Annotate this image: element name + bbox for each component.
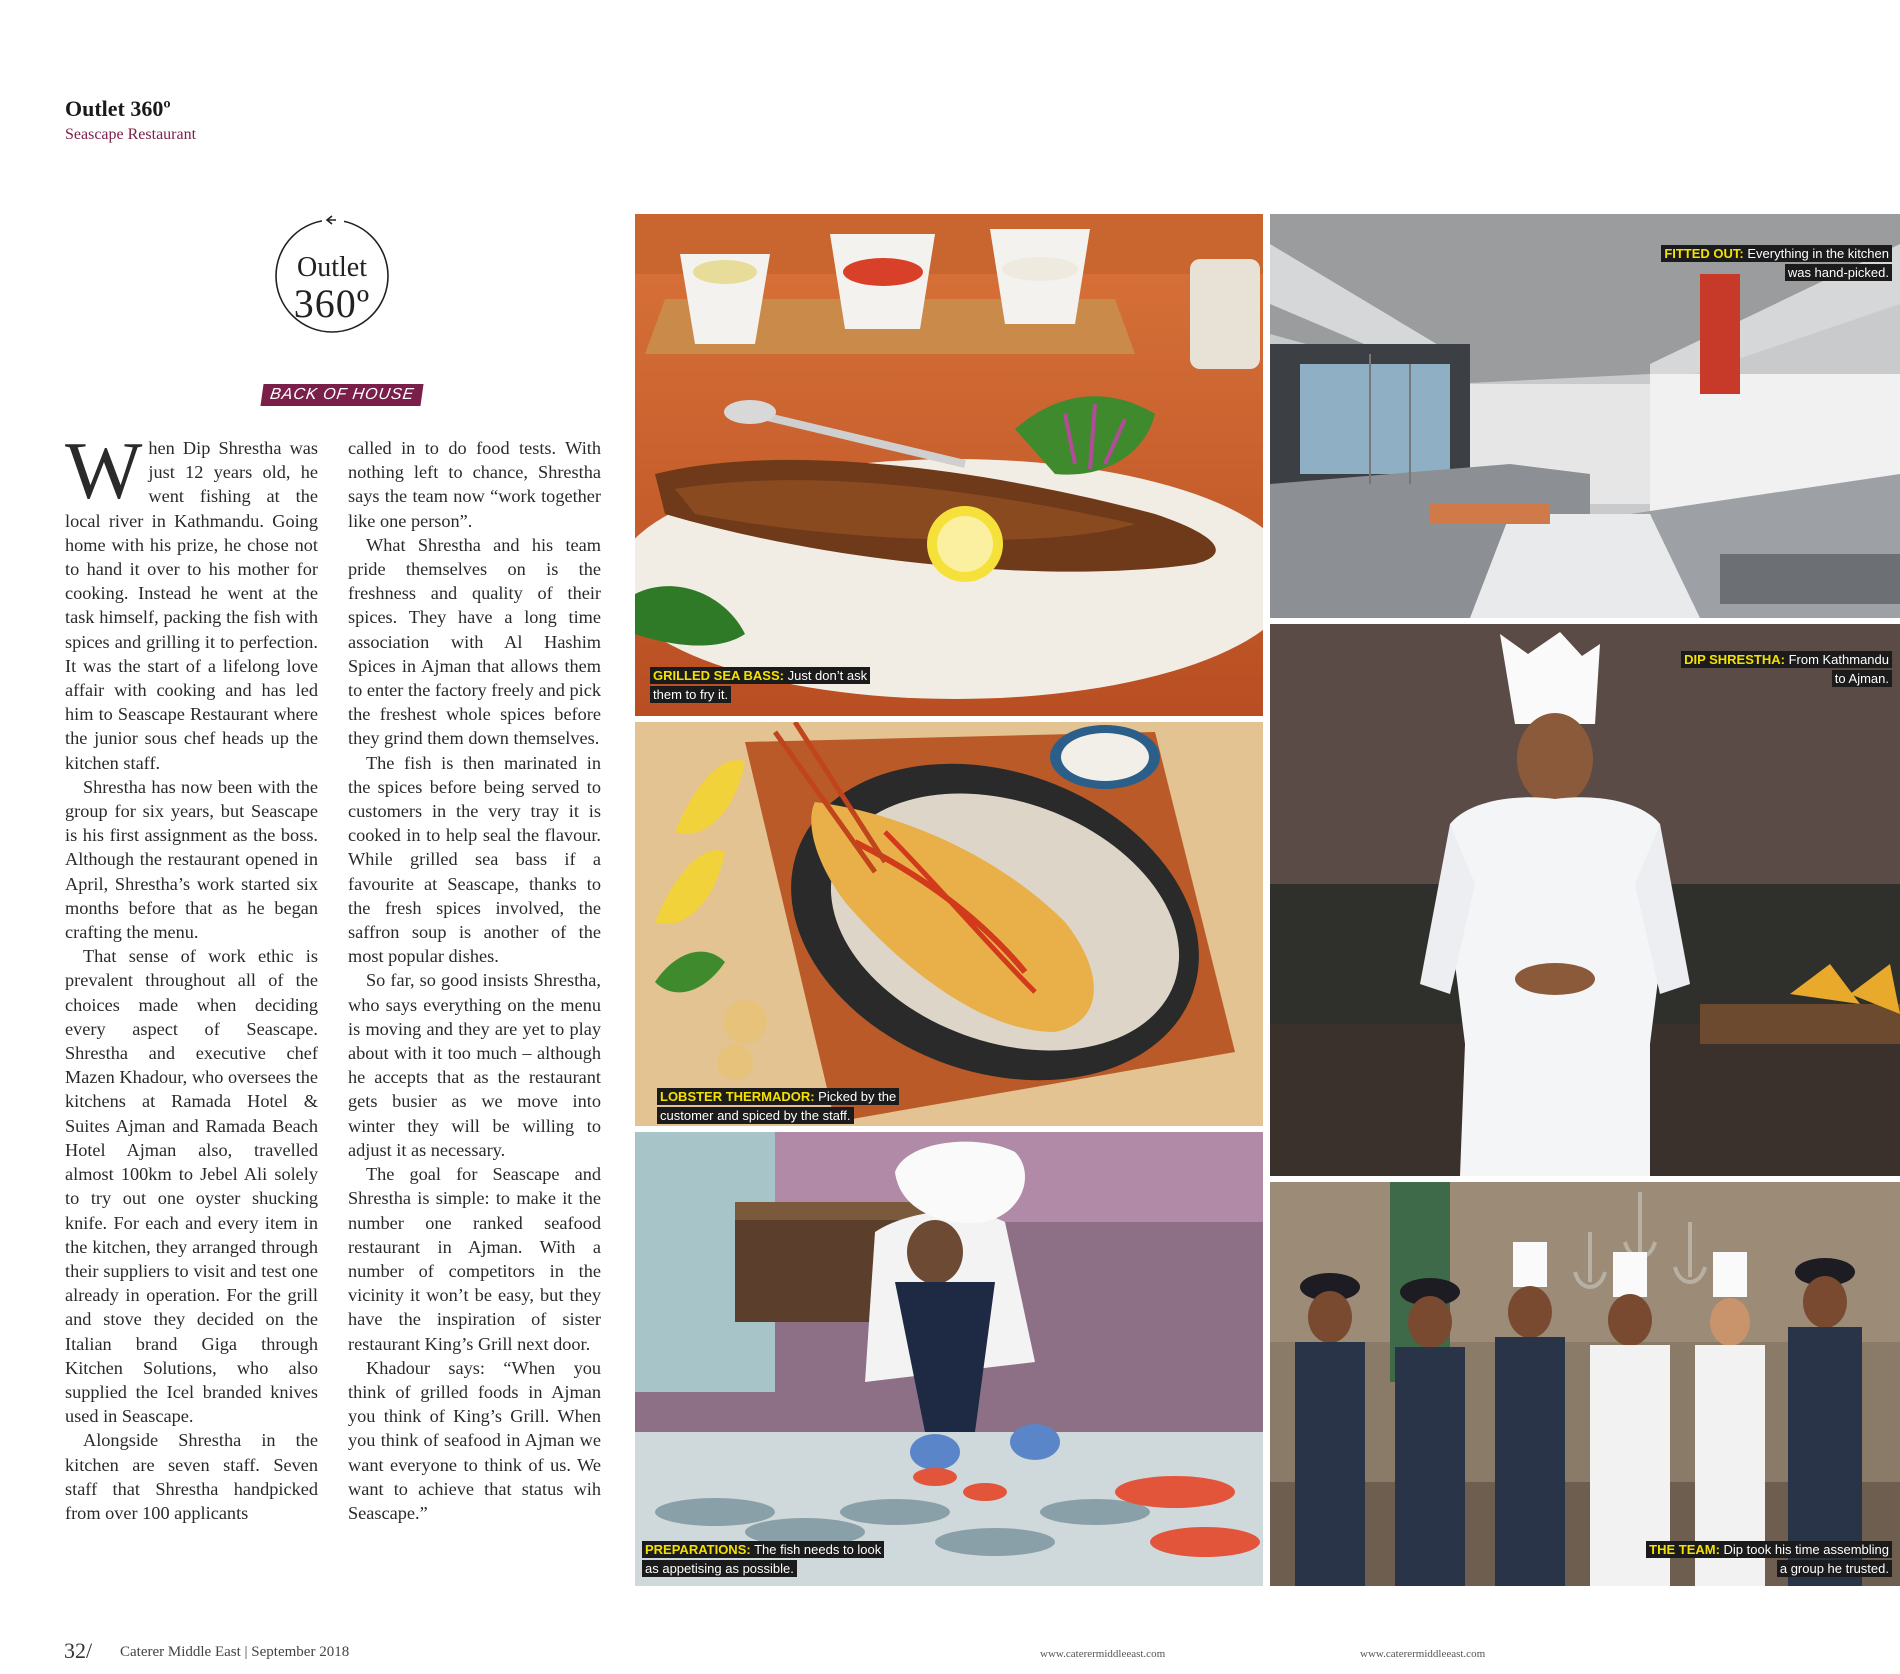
magazine-issue: Caterer Middle East | September 2018 xyxy=(120,1644,350,1660)
article-paragraph: What Shrestha and his team pride themselves on is the freshness and quality of their spices. They have a long time association with Al Hashim Spices in Ajman that allows them to enter the factory freely and pick the freshest whole spices before they grind them down themselves. xyxy=(348,534,601,749)
footer-url-right[interactable]: www.caterermiddleeast.com xyxy=(1360,1648,1486,1660)
photo-preparations xyxy=(635,1132,1263,1586)
footer-url-left[interactable]: www.caterermiddleeast.com xyxy=(1040,1648,1166,1660)
article-paragraph: Shrestha has now been with the group for six years, but Seascape is his first assignment as the boss. Although the restaurant opened in April, Shrestha’s work started six months before that as he began crafting the menu. xyxy=(65,776,318,943)
section-title: Outlet 360º xyxy=(65,96,171,121)
caption-dip-shrestha: DIP SHRESTHA: From Kathmandu to Ajman. xyxy=(1681,650,1892,688)
caption-the-team: THE TEAM: Dip took his time assembling a group he trusted. xyxy=(1646,1540,1892,1578)
photo-grilled-sea-bass xyxy=(635,214,1263,716)
logo-number: 360º xyxy=(293,281,371,326)
article-paragraph: called in to do food tests. With nothing left to chance, Shrestha says the team now “work together like one person”. xyxy=(348,438,601,531)
outlet-360-logo xyxy=(270,214,394,338)
caption-fitted-out: FITTED OUT: Everything in the kitchen was hand-picked. xyxy=(1661,244,1892,282)
photo-lobster-thermador xyxy=(635,722,1263,1126)
article-paragraph: The goal for Seascape and Shrestha is simple: to make it the number one ranked seafood restaurant in Ajman. With a number of competitors in the vicinity it won’t be easy, but they have the inspiration of sister restaurant King’s Grill next door. xyxy=(348,1164,601,1354)
article-paragraph: That sense of work ethic is prevalent throughout all of the choices made when deciding every aspect of Seascape. Shrestha and executive chef Mazen Khadour, who oversees the kitchens at Ramada Hotel & Suites Ajman and Ramada Beach Hotel Ajman also, travelled almost 100km to Jebel Ali solely to try out one oyster shucking knife. For each and every item in the kitchen, they arranged through their suppliers to visit and test one already in operation. For the grill and stove they decided on the Italian brand Giga through Kitchen Solutions, who also supplied the Icel branded knives used in Seascape. xyxy=(65,946,318,1427)
article-column-1 xyxy=(65,425,318,1596)
article-column-2 xyxy=(348,436,601,1596)
page-number: 32/ xyxy=(64,1638,93,1663)
caption-grilled-sea-bass: GRILLED SEA BASS: Just don’t ask them to fry it. xyxy=(650,666,870,704)
article-paragraph: Khadour says: “When you think of grilled foods in Ajman you think of King’s Grill. When you think of seafood in Ajman we want everyone to think of us. We want to achieve that status wih Seascape.” xyxy=(348,1357,601,1523)
photo-dip-shrestha xyxy=(1270,624,1900,1176)
section-subtitle: Seascape Restaurant xyxy=(65,126,197,143)
drop-cap: W xyxy=(65,425,143,516)
photo-kitchen xyxy=(1270,214,1900,618)
article-paragraph: Alongside Shrestha in the kitchen are seven staff. Seven staff that Shrestha handpicked from over 100 applicants xyxy=(65,1430,318,1523)
caption-preparations: PREPARATIONS: The fish needs to look as appetising as possible. xyxy=(642,1540,884,1578)
back-of-house-tag: BACK OF HOUSE xyxy=(260,384,423,406)
caption-lobster-thermador: LOBSTER THERMADOR: Picked by the customer and spiced by the staff. xyxy=(657,1087,899,1125)
photo-the-team xyxy=(1270,1182,1900,1586)
article-paragraph: When Dip Shrestha was just 12 years old, he went fishing at the local river in Kathmandu. Going home with his prize, he chose not to hand it over to his mother for cooking. Instead he went at the task himself, packing the fish with spices and grilling it to perfection. It was the start of a lifelong love affair with cooking and has led him to Seascape Restaurant where the junior sous chef heads up the kitchen staff. xyxy=(65,425,318,773)
article-paragraph: The fish is then marinated in the spices before being served to customers in the very tray it is cooked in to help seal the flavour. While grilled sea bass if a favourite at Seascape, thanks to the fresh spices involved, the saffron soup is another of the most popular dishes. xyxy=(348,752,601,967)
article-paragraph: So far, so good insists Shrestha, who says everything on the menu is moving and they are yet to play about with it too much – although he accepts that as the restaurant gets busier as we move into winter they will be willing to adjust it as necessary. xyxy=(348,970,601,1160)
logo-word: Outlet xyxy=(297,252,367,283)
